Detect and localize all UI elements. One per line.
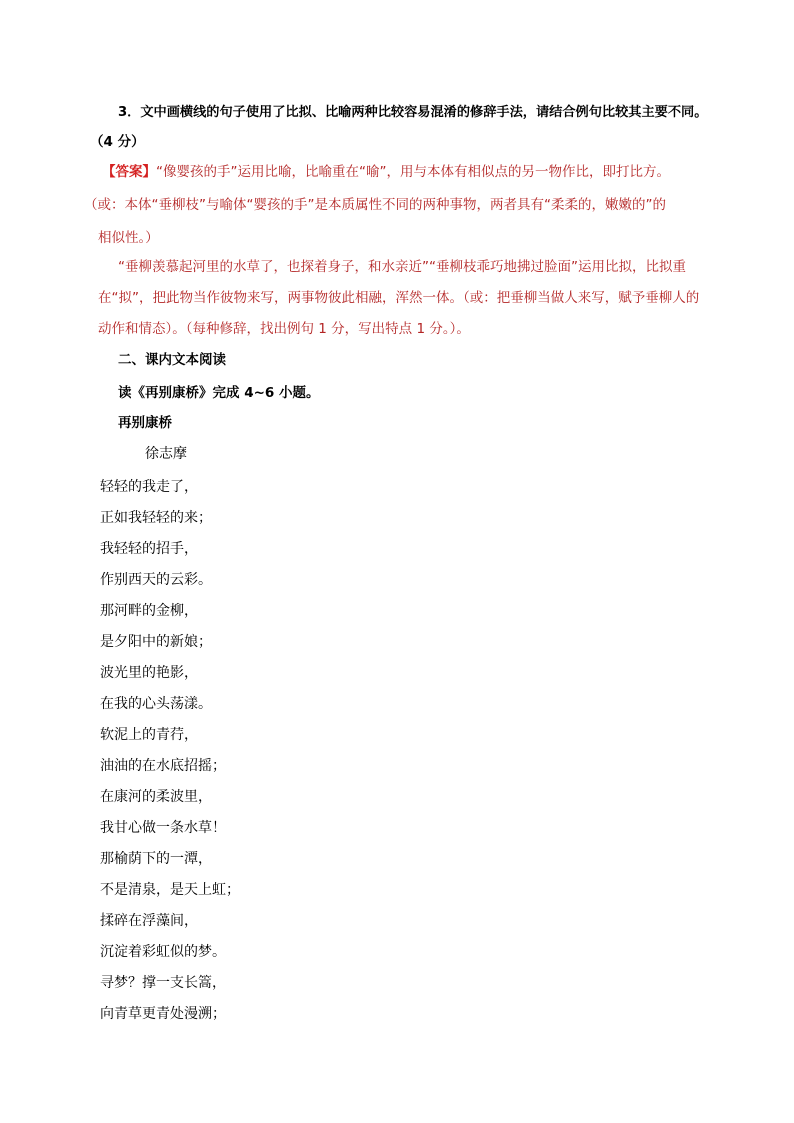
poem-line: 油油的在水底招摇；	[100, 758, 226, 774]
poem-line: 那榆荫下的一潭，	[100, 851, 212, 867]
reading-instruction: 读《再别康桥》完成 4~6 小题。	[118, 385, 320, 401]
poem-line: 不是清泉，是天上虹；	[100, 882, 240, 898]
poem-line: 波光里的艳影，	[100, 665, 198, 681]
poem-line: 寻梦？撑一支长篙，	[100, 975, 226, 991]
answer-tag: 【答案】	[102, 164, 156, 180]
poem-line: 那河畔的金柳，	[100, 603, 198, 619]
poem-line: 在我的心头荡漾。	[100, 696, 212, 712]
poem-line: 沉淀着彩虹似的梦。	[100, 944, 226, 960]
poem-line: 向青草更青处漫溯；	[100, 1006, 226, 1022]
poem-line: 我甘心做一条水草！	[100, 820, 226, 836]
question-3-line-2: （4 分）	[90, 134, 145, 150]
answer-paragraph-2-line-2: 在“拟”，把此物当作彼物来写，两事物彼此相融，浑然一体。（或：把垂柳当做人来写，赋予垂柳人的	[98, 290, 700, 306]
poem-title: 再别康桥	[118, 415, 172, 431]
question-3-line-1: 3．文中画横线的句子使用了比拟、比喻两种比较容易混淆的修辞手法，请结合例句比较其主要不同。	[118, 105, 708, 120]
answer-paragraph-2-line-3: 动作和情态）。（每种修辞，找出例句 1 分，写出特点 1 分。）。	[98, 321, 470, 337]
poem-line: 我轻轻的招手，	[100, 541, 198, 557]
poem-line: 是夕阳中的新娘；	[100, 634, 212, 650]
answer-paragraph-1-line-3: 相似性。）	[98, 230, 159, 246]
section-heading: 二、课内文本阅读	[118, 352, 226, 368]
answer-paragraph-1-line-1	[102, 162, 670, 182]
answer-paragraph-1-line-2: （或：本体“垂柳枝”与喻体“婴孩的手”是本质属性不同的两种事物，两者具有“柔柔的，嫩嫩的”的	[84, 197, 666, 213]
poem-line: 作别西天的云彩。	[100, 572, 212, 588]
poem-line: 正如我轻轻的来；	[100, 510, 212, 526]
answer-paragraph-2-line-1: “垂柳羡慕起河里的水草了，也探着身子，和水亲近”“垂柳枝乖巧地拂过脸面”运用比拟，比拟重	[118, 259, 686, 275]
answer-p1-line1-text: “像婴孩的手”运用比喻，比喻重在“喻”，用与本体有相似点的另一物作比，即打比方。	[156, 164, 670, 180]
poem-line: 轻轻的我走了，	[100, 479, 198, 495]
poem-author: 徐志摩	[145, 446, 187, 462]
poem-line: 在康河的柔波里，	[100, 789, 212, 805]
poem-line: 软泥上的青荇，	[100, 727, 198, 743]
poem-line: 揉碎在浮藻间，	[100, 913, 198, 929]
